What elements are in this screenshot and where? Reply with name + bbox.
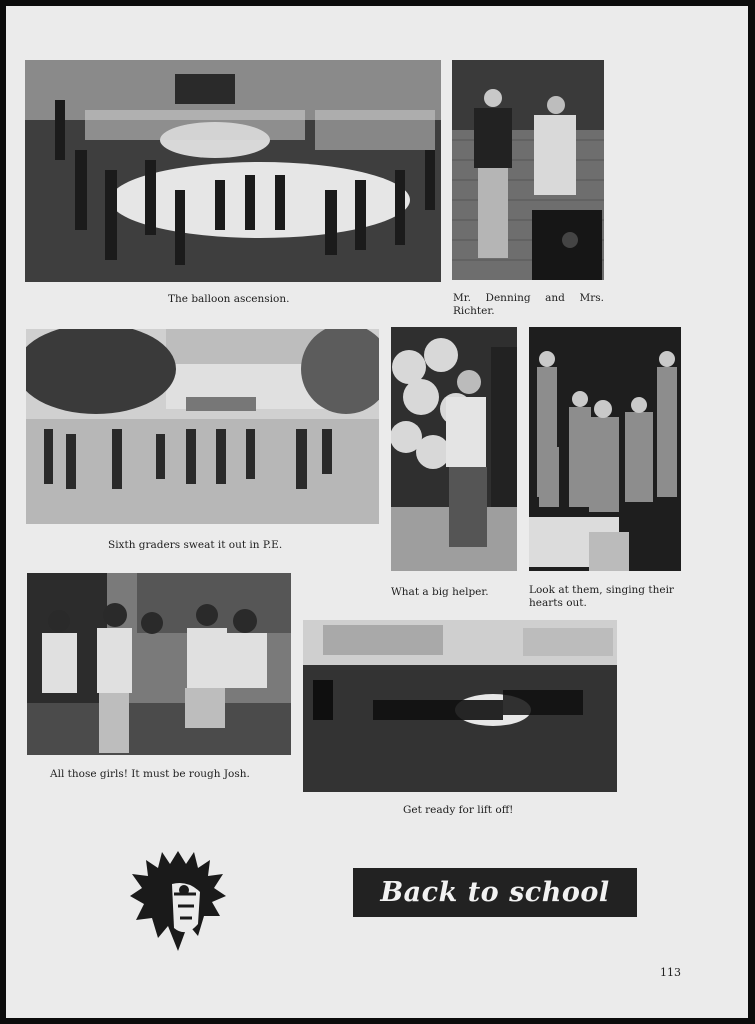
photo-denning-richter [452,60,604,280]
caption-sixth-graders-pe: Sixth graders sweat it out in P.E. [108,539,283,551]
photo-big-helper [391,327,517,571]
caption-denning-richter: Mr. Denning and Mrs. Richter. [453,292,604,317]
photo-singing [529,327,681,571]
back-to-school-banner [353,868,637,917]
caption-girls: All those girls! It must be rough Josh. [50,768,250,780]
caption-big-helper: What a big helper. [391,586,489,598]
photo-girls [27,573,291,755]
photo-sixth-graders-pe [26,329,379,524]
caption-singing: Look at them, singing their hearts out. [529,584,674,609]
photo-lift-off [303,620,617,792]
photo-balloon-ascension [25,60,441,282]
caption-lift-off: Get ready for lift off! [403,804,514,816]
indian-chief-headdress-icon [128,846,228,956]
yearbook-page [6,6,748,1018]
page-number: 113 [660,966,681,979]
banner-title: Back to school [380,877,610,908]
caption-balloon-ascension: The balloon ascension. [168,293,290,305]
